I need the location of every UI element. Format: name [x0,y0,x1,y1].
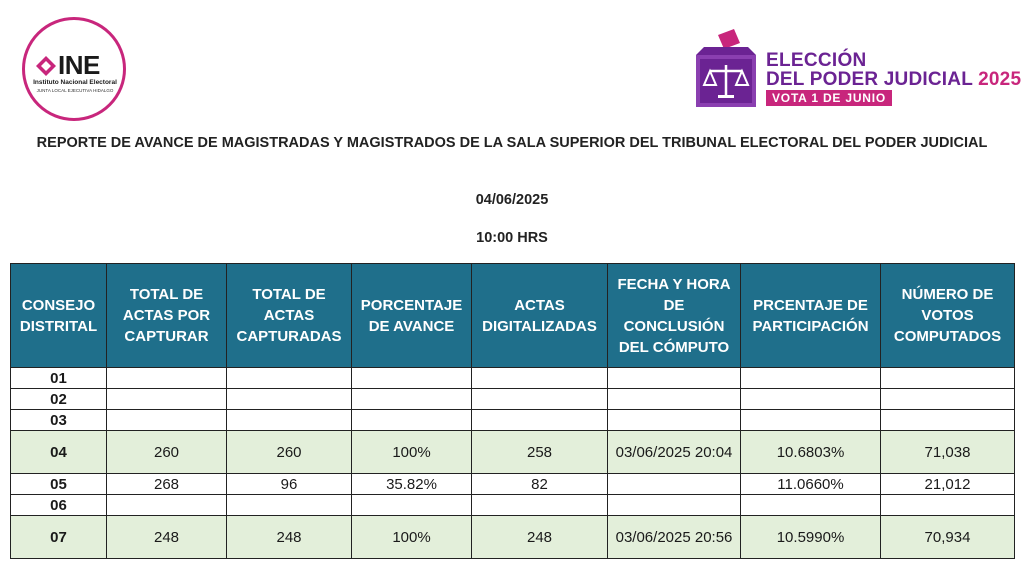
table-cell [352,368,472,389]
ine-logo [22,17,126,121]
ine-logo-name: Instituto Nacional Electoral [33,79,117,86]
table-cell [107,495,227,516]
election-logo-line1: ELECCIÓN [766,50,867,71]
table-cell: 82 [472,474,608,495]
election-logo-year: 2025 [978,69,1022,90]
table-row [11,389,1015,410]
table-cell [107,410,227,431]
column-header-consejo: CONSEJO DISTRITAL [11,264,107,368]
table-cell [881,495,1015,516]
election-logo [694,29,1022,109]
table-cell [107,389,227,410]
table-cell [107,368,227,389]
column-header-participacion: PRCENTAJE DE PARTICIPACIÓN [741,264,881,368]
table-cell: 03/06/2025 20:04 [608,431,741,474]
table-cell [608,495,741,516]
election-logo-tagline: VOTA 1 DE JUNIO [766,90,892,106]
table-cell [472,495,608,516]
table-cell [227,410,352,431]
table-header-row [11,264,1015,368]
table-cell: 268 [107,474,227,495]
report-date: 04/06/2025 [475,192,549,208]
table-cell: 04 [11,431,107,474]
table-row [11,431,1015,474]
report-title: REPORTE DE AVANCE DE MAGISTRADAS Y MAGISTRADOS DE LA SALA SUPERIOR DEL TRIBUNAL ELECTORAL DEL PODER JUDICIAL [36,135,988,151]
table-cell [227,389,352,410]
table-cell [608,474,741,495]
table-cell [881,410,1015,431]
column-header-actas-por-capturar: TOTAL DE ACTAS POR CAPTURAR [107,264,227,368]
table-cell: 10.6803% [741,431,881,474]
table-cell: 96 [227,474,352,495]
table-cell [608,410,741,431]
table-cell [227,368,352,389]
election-logo-line2 [766,69,1021,91]
table-cell: 21,012 [881,474,1015,495]
table-cell [741,389,881,410]
table-row [11,368,1015,389]
table-cell [741,410,881,431]
table-cell [608,389,741,410]
table-cell [881,389,1015,410]
table-cell: 258 [472,431,608,474]
column-header-actas-capturadas: TOTAL DE ACTAS CAPTURADAS [227,264,352,368]
table-cell: 260 [227,431,352,474]
report-table [10,263,1015,559]
table-cell [227,495,352,516]
table-cell: 248 [227,516,352,559]
table-row [11,410,1015,431]
table-cell: 10.5990% [741,516,881,559]
table-cell [741,495,881,516]
table-cell [608,368,741,389]
table-cell [472,410,608,431]
table-cell: 71,038 [881,431,1015,474]
table-cell: 248 [107,516,227,559]
table-cell [881,368,1015,389]
table-cell: 260 [107,431,227,474]
ine-logo-word: INE [58,50,100,80]
table-cell: 100% [352,431,472,474]
table-row [11,495,1015,516]
table-cell [472,368,608,389]
table-cell: 70,934 [881,516,1015,559]
table-cell [352,495,472,516]
table-cell: 03/06/2025 20:56 [608,516,741,559]
ballot-box-icon [694,29,758,109]
ine-logo-subtitle: JUNTA LOCAL EJECUTIVA HIDALGO [36,88,114,93]
table-row [11,516,1015,559]
election-logo-line2-text: DEL PODER JUDICIAL [766,69,973,90]
table-cell: 11.0660% [741,474,881,495]
table-row [11,474,1015,495]
ine-emblem-icon [35,55,57,77]
column-header-actas-digitalizadas: ACTAS DIGITALIZADAS [472,264,608,368]
table-cell [352,389,472,410]
column-header-fecha-hora: FECHA Y HORA DE CONCLUSIÓN DEL CÓMPUTO [608,264,741,368]
table-cell [352,410,472,431]
table-cell: 03 [11,410,107,431]
table-cell: 35.82% [352,474,472,495]
table-cell: 05 [11,474,107,495]
column-header-porcentaje-avance: PORCENTAJE DE AVANCE [352,264,472,368]
table-cell: 07 [11,516,107,559]
table-cell: 06 [11,495,107,516]
report-hour: 10:00 HRS [476,230,548,246]
table-cell: 248 [472,516,608,559]
table-cell: 02 [11,389,107,410]
table-cell: 01 [11,368,107,389]
column-header-votos: NÚMERO DE VOTOS COMPUTADOS [881,264,1015,368]
table-cell: 100% [352,516,472,559]
table-cell [741,368,881,389]
table-cell [472,389,608,410]
